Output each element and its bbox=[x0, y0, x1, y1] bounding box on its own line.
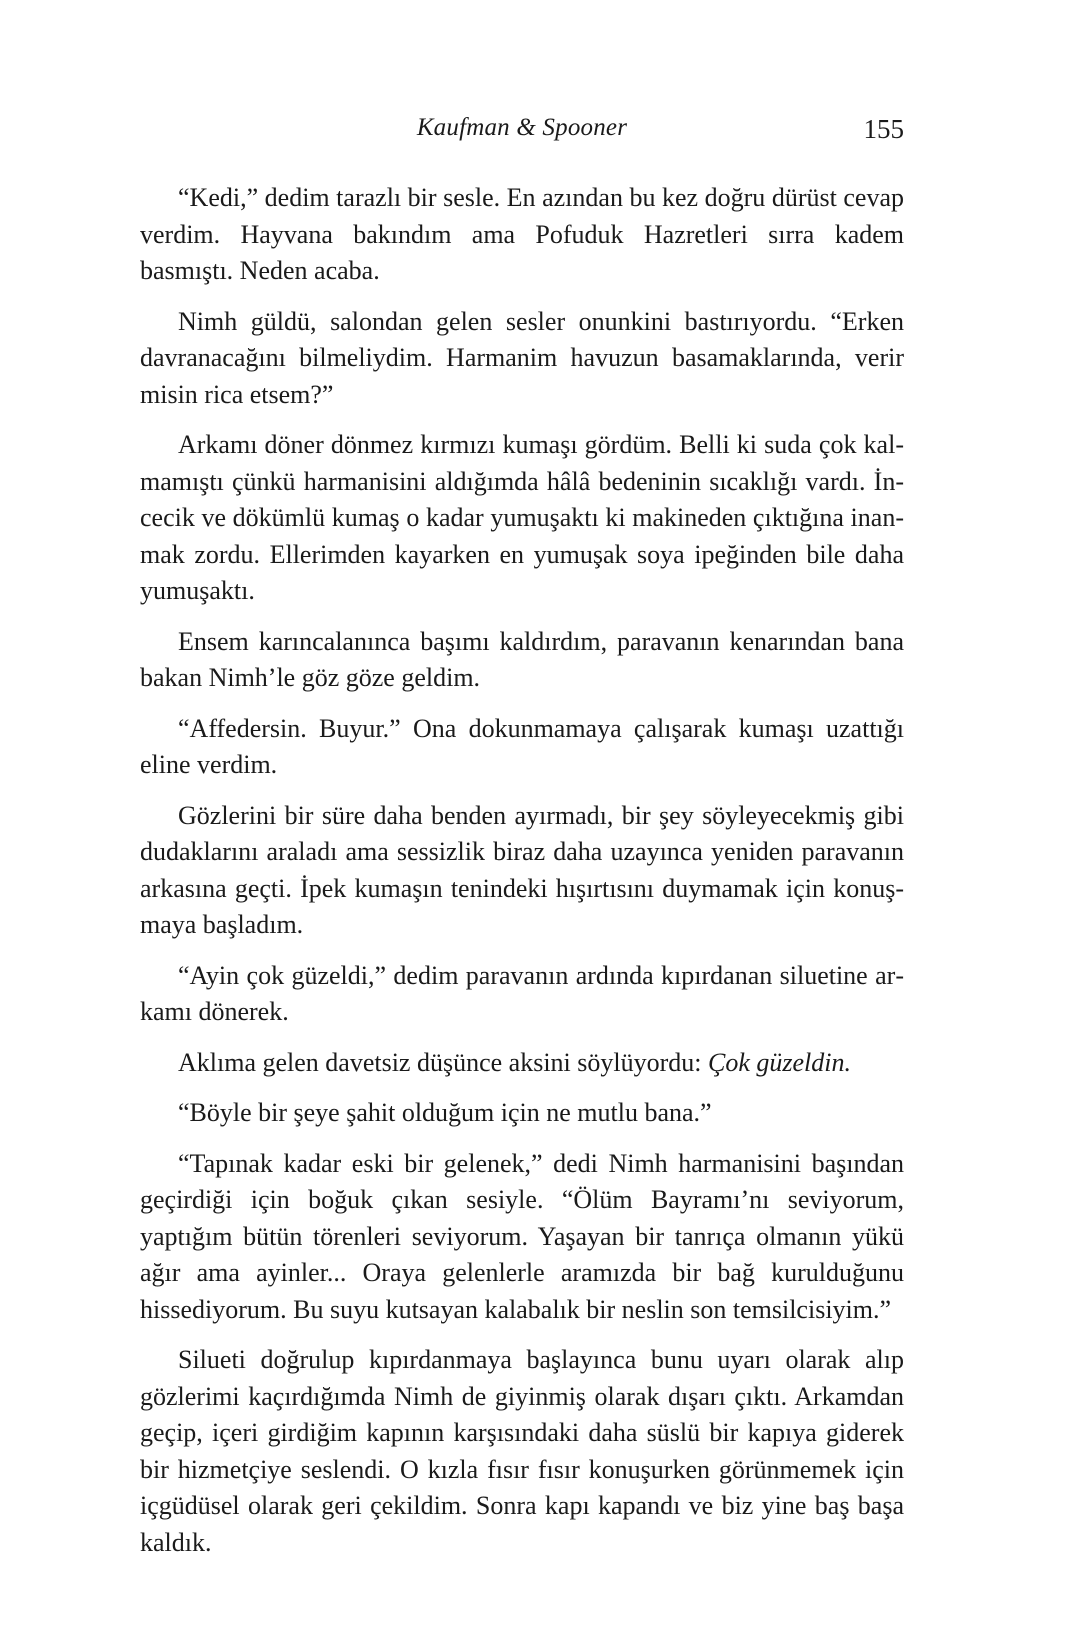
paragraph-3: Arkamı döner dönmez kırmızı kumaşı gördüm. Belli ki suda çok kalmamıştı çünkü harmanisini aldığımda hâlâ bedeninin sıcaklığı vardı. İncecik ve dökümlü kumaş o kadar yumuşaktı ki makineden çıktığına inanmak zordu. Ellerimden kayarken en yumuşak soya ipeğinden bile daha yumuşaktı. bbox=[140, 430, 904, 605]
page-number: 155 bbox=[863, 114, 904, 144]
paragraph-9: “Tapınak kadar eski bir gelenek,” dedi Nimh harmanisini başından geçirdiği için boğuk çıkan sesiyle. “Ölüm Bayramı’nı seviyorum, yaptığım bütün törenleri seviyorum. Yaşayan bir tanrıça olmanın yükü ağır ama ayinler... Oraya gelenlerle aramızda bir bağ kurulduğunu hissediyorum. Bu suyu kutsayan kalabalık bir neslin son temsilcisiyim.” bbox=[140, 1148, 904, 1324]
paragraph-6: Gözlerini bir süre daha benden ayırmadı, bir şey söyleyecekmiş gibi dudaklarını araladı ama sessizlik biraz daha uzayınca yeniden paravanın arkasına geçti. İpek kumaşın tenindeki hışırtısını duymamak için konuşmaya başladım. bbox=[140, 800, 904, 939]
thought-italic: Çok güzeldin. bbox=[708, 1047, 852, 1077]
paragraph-8: “Böyle bir şeye şahit olduğum için ne mutlu bana.” bbox=[178, 1098, 712, 1127]
paragraph-10: Silueti doğrulup kıpırdanmaya başlayınca bunu uyarı olarak alıp gözlerimi kaçırdığımda Nimh de giyinmiş olarak dışarı çıktı. Arkamdan geçip, içeri girdiğim kapının karşısındaki daha süslü bir kapıya giderek bir hizmetçiye seslendi. O kızla fısır fısır konuşurken görünmemek için içgüdüsel olarak geri çekildim. Sonra kapı kapandı ve biz yine baş başa kaldık. bbox=[140, 1345, 904, 1557]
body-text bbox=[140, 180, 904, 1575]
paragraph-4: Ensem karıncalanınca başımı kaldırdım, paravanın kenarından bana bakan Nimh’le göz göze geldim. bbox=[140, 626, 904, 692]
paragraph-5: “Affedersin. Buyur.” Ona dokunmamaya çalışarak kumaşı uzattığı eline verdim. bbox=[140, 713, 904, 779]
paragraph-7: “Ayin çok güzeldi,” dedim paravanın ardında kıpırdanan siluetine arkamı dönerek. bbox=[140, 960, 904, 1026]
paragraph-1: “Kedi,” dedim tarazlı bir sesle. En azından bu kez doğru dürüst cevap verdim. Hayvana bakındım ama Pofuduk Hazretleri sırra kadem basmıştı. Neden acaba. bbox=[140, 183, 904, 285]
header-title: Kaufman & Spooner bbox=[416, 114, 628, 141]
thought-lead: Aklıma gelen davetsiz düşünce aksini söylüyordu: bbox=[178, 1047, 709, 1077]
paragraph-thought bbox=[140, 1045, 904, 1082]
running-header bbox=[140, 114, 904, 150]
paragraph-2: Nimh güldü, salondan gelen sesler onunkini bastırıyordu. “Erken davranacağını bilmeliydim. Harmanim havuzun basamaklarında, verir misin rica etsem?” bbox=[140, 306, 904, 409]
